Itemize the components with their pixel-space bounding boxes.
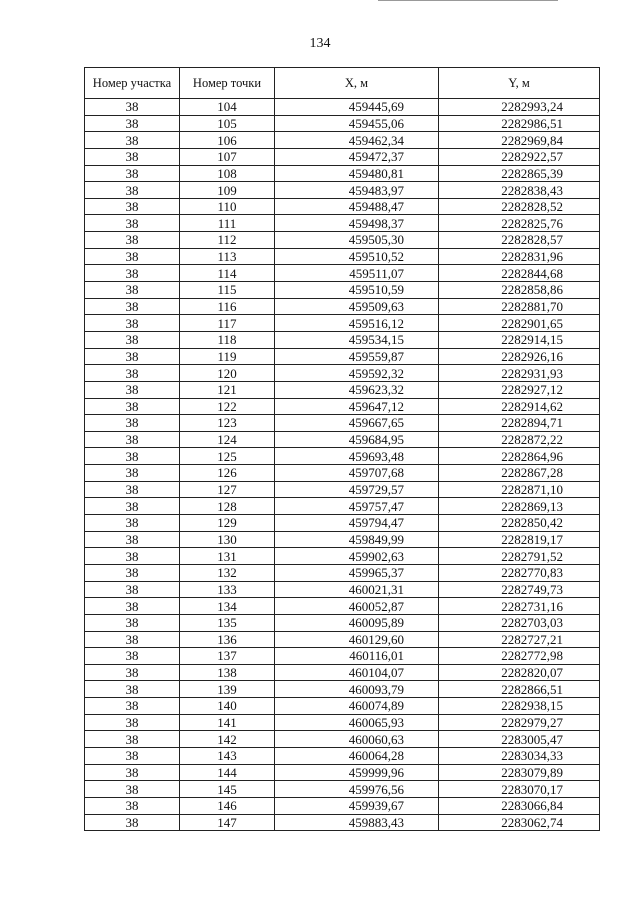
plot-number-cell: 38 bbox=[85, 148, 180, 165]
point-number-cell: 106 bbox=[180, 132, 275, 149]
x-coordinate-cell: 459794,47 bbox=[275, 515, 439, 532]
table-row bbox=[85, 99, 600, 116]
x-coordinate-cell: 459729,57 bbox=[275, 481, 439, 498]
plot-number-cell: 38 bbox=[85, 548, 180, 565]
point-number-cell: 116 bbox=[180, 298, 275, 315]
table-row bbox=[85, 232, 600, 249]
x-coordinate-cell: 460129,60 bbox=[275, 631, 439, 648]
x-coordinate-cell: 459883,43 bbox=[275, 814, 439, 831]
y-coordinate-cell: 2282858,86 bbox=[439, 282, 600, 299]
plot-number-cell: 38 bbox=[85, 448, 180, 465]
table-row bbox=[85, 814, 600, 831]
y-coordinate-cell: 2282938,15 bbox=[439, 698, 600, 715]
table-row bbox=[85, 165, 600, 182]
y-coordinate-cell: 2282820,07 bbox=[439, 664, 600, 681]
table-header-row bbox=[85, 68, 600, 99]
point-number-cell: 131 bbox=[180, 548, 275, 565]
y-coordinate-cell: 2282727,21 bbox=[439, 631, 600, 648]
table-row bbox=[85, 115, 600, 132]
y-coordinate-cell: 2282869,13 bbox=[439, 498, 600, 515]
y-coordinate-cell: 2282969,84 bbox=[439, 132, 600, 149]
y-coordinate-cell: 2282927,12 bbox=[439, 381, 600, 398]
point-number-cell: 132 bbox=[180, 564, 275, 581]
table-row bbox=[85, 714, 600, 731]
table-row bbox=[85, 498, 600, 515]
point-number-cell: 136 bbox=[180, 631, 275, 648]
x-coordinate-cell: 459757,47 bbox=[275, 498, 439, 515]
x-coordinate-cell: 459511,07 bbox=[275, 265, 439, 282]
y-coordinate-cell: 2282850,42 bbox=[439, 515, 600, 532]
x-coordinate-cell: 460052,87 bbox=[275, 598, 439, 615]
table-row bbox=[85, 664, 600, 681]
y-coordinate-cell: 2282772,98 bbox=[439, 648, 600, 665]
y-coordinate-cell: 2282867,28 bbox=[439, 465, 600, 482]
x-coordinate-cell: 459976,56 bbox=[275, 781, 439, 798]
plot-number-cell: 38 bbox=[85, 731, 180, 748]
table-row bbox=[85, 182, 600, 199]
x-coordinate-cell: 460064,28 bbox=[275, 747, 439, 764]
table-row bbox=[85, 631, 600, 648]
plot-number-cell: 38 bbox=[85, 298, 180, 315]
x-coordinate-cell: 459684,95 bbox=[275, 431, 439, 448]
x-coordinate-cell: 459445,69 bbox=[275, 99, 439, 116]
plot-number-cell: 38 bbox=[85, 581, 180, 598]
plot-number-cell: 38 bbox=[85, 215, 180, 232]
point-number-cell: 109 bbox=[180, 182, 275, 199]
y-coordinate-cell: 2283066,84 bbox=[439, 797, 600, 814]
point-number-cell: 114 bbox=[180, 265, 275, 282]
x-coordinate-cell: 459623,32 bbox=[275, 381, 439, 398]
plot-number-cell: 38 bbox=[85, 564, 180, 581]
plot-number-cell: 38 bbox=[85, 631, 180, 648]
plot-number-cell: 38 bbox=[85, 198, 180, 215]
plot-number-cell: 38 bbox=[85, 648, 180, 665]
plot-number-cell: 38 bbox=[85, 598, 180, 615]
plot-number-cell: 38 bbox=[85, 698, 180, 715]
table-row bbox=[85, 598, 600, 615]
y-coordinate-cell: 2282872,22 bbox=[439, 431, 600, 448]
point-number-cell: 123 bbox=[180, 415, 275, 432]
table-row bbox=[85, 331, 600, 348]
plot-number-cell: 38 bbox=[85, 381, 180, 398]
plot-number-cell: 38 bbox=[85, 681, 180, 698]
table-row bbox=[85, 698, 600, 715]
table-row bbox=[85, 614, 600, 631]
table-row bbox=[85, 797, 600, 814]
point-number-cell: 115 bbox=[180, 282, 275, 299]
plot-number-cell: 38 bbox=[85, 714, 180, 731]
table-row bbox=[85, 515, 600, 532]
point-number-cell: 117 bbox=[180, 315, 275, 332]
y-coordinate-cell: 2282922,57 bbox=[439, 148, 600, 165]
table-row bbox=[85, 764, 600, 781]
x-coordinate-cell: 459455,06 bbox=[275, 115, 439, 132]
y-coordinate-cell: 2282931,93 bbox=[439, 365, 600, 382]
y-coordinate-cell: 2283079,89 bbox=[439, 764, 600, 781]
y-coordinate-cell: 2282914,62 bbox=[439, 398, 600, 415]
x-coordinate-cell: 459510,52 bbox=[275, 248, 439, 265]
y-coordinate-cell: 2282791,52 bbox=[439, 548, 600, 565]
y-coordinate-cell: 2282865,39 bbox=[439, 165, 600, 182]
point-number-cell: 121 bbox=[180, 381, 275, 398]
point-number-cell: 110 bbox=[180, 198, 275, 215]
table-row bbox=[85, 248, 600, 265]
x-coordinate-cell: 459505,30 bbox=[275, 232, 439, 249]
y-coordinate-cell: 2282901,65 bbox=[439, 315, 600, 332]
y-coordinate-cell: 2282819,17 bbox=[439, 531, 600, 548]
x-coordinate-cell: 459939,67 bbox=[275, 797, 439, 814]
plot-number-cell: 38 bbox=[85, 232, 180, 249]
x-coordinate-cell: 459516,12 bbox=[275, 315, 439, 332]
point-number-cell: 127 bbox=[180, 481, 275, 498]
table-row bbox=[85, 548, 600, 565]
point-number-cell: 137 bbox=[180, 648, 275, 665]
coordinates-table bbox=[84, 67, 600, 831]
plot-number-cell: 38 bbox=[85, 531, 180, 548]
point-number-cell: 122 bbox=[180, 398, 275, 415]
plot-number-cell: 38 bbox=[85, 747, 180, 764]
plot-number-cell: 38 bbox=[85, 498, 180, 515]
x-coordinate-cell: 459462,34 bbox=[275, 132, 439, 149]
table-row bbox=[85, 581, 600, 598]
y-coordinate-cell: 2282844,68 bbox=[439, 265, 600, 282]
x-coordinate-cell: 460021,31 bbox=[275, 581, 439, 598]
point-number-cell: 108 bbox=[180, 165, 275, 182]
point-number-cell: 141 bbox=[180, 714, 275, 731]
y-coordinate-cell: 2283005,47 bbox=[439, 731, 600, 748]
x-coordinate-cell: 459999,96 bbox=[275, 764, 439, 781]
y-coordinate-cell: 2282828,52 bbox=[439, 198, 600, 215]
x-coordinate-cell: 459902,63 bbox=[275, 548, 439, 565]
table-row bbox=[85, 265, 600, 282]
y-coordinate-cell: 2282881,70 bbox=[439, 298, 600, 315]
page-number: 134 bbox=[309, 36, 331, 51]
point-number-cell: 135 bbox=[180, 614, 275, 631]
x-coordinate-cell: 459559,87 bbox=[275, 348, 439, 365]
y-coordinate-cell: 2283062,74 bbox=[439, 814, 600, 831]
plot-number-cell: 38 bbox=[85, 481, 180, 498]
plot-number-cell: 38 bbox=[85, 182, 180, 199]
plot-number-cell: 38 bbox=[85, 115, 180, 132]
x-coordinate-cell: 459965,37 bbox=[275, 564, 439, 581]
x-coordinate-cell: 459510,59 bbox=[275, 282, 439, 299]
x-coordinate-cell: 460060,63 bbox=[275, 731, 439, 748]
point-number-cell: 138 bbox=[180, 664, 275, 681]
y-coordinate-cell: 2283070,17 bbox=[439, 781, 600, 798]
x-coordinate-cell: 459693,48 bbox=[275, 448, 439, 465]
point-number-cell: 120 bbox=[180, 365, 275, 382]
plot-number-cell: 38 bbox=[85, 431, 180, 448]
x-coordinate-cell: 459849,99 bbox=[275, 531, 439, 548]
table-row bbox=[85, 747, 600, 764]
plot-number-cell: 38 bbox=[85, 398, 180, 415]
scan-edge-line bbox=[378, 0, 558, 1]
header-y-coordinate: Y, м bbox=[439, 68, 600, 99]
table-row bbox=[85, 781, 600, 798]
x-coordinate-cell: 459488,47 bbox=[275, 198, 439, 215]
plot-number-cell: 38 bbox=[85, 465, 180, 482]
point-number-cell: 104 bbox=[180, 99, 275, 116]
table-row bbox=[85, 282, 600, 299]
plot-number-cell: 38 bbox=[85, 365, 180, 382]
x-coordinate-cell: 460116,01 bbox=[275, 648, 439, 665]
x-coordinate-cell: 459707,68 bbox=[275, 465, 439, 482]
point-number-cell: 139 bbox=[180, 681, 275, 698]
y-coordinate-cell: 2282825,76 bbox=[439, 215, 600, 232]
y-coordinate-cell: 2282986,51 bbox=[439, 115, 600, 132]
point-number-cell: 134 bbox=[180, 598, 275, 615]
x-coordinate-cell: 459667,65 bbox=[275, 415, 439, 432]
x-coordinate-cell: 460065,93 bbox=[275, 714, 439, 731]
y-coordinate-cell: 2282979,27 bbox=[439, 714, 600, 731]
y-coordinate-cell: 2282926,16 bbox=[439, 348, 600, 365]
x-coordinate-cell: 459647,12 bbox=[275, 398, 439, 415]
point-number-cell: 107 bbox=[180, 148, 275, 165]
table-row bbox=[85, 365, 600, 382]
table-row bbox=[85, 398, 600, 415]
table-row bbox=[85, 531, 600, 548]
point-number-cell: 146 bbox=[180, 797, 275, 814]
y-coordinate-cell: 2282871,10 bbox=[439, 481, 600, 498]
table-row bbox=[85, 431, 600, 448]
x-coordinate-cell: 459534,15 bbox=[275, 331, 439, 348]
y-coordinate-cell: 2282914,15 bbox=[439, 331, 600, 348]
table-body bbox=[85, 99, 600, 831]
plot-number-cell: 38 bbox=[85, 781, 180, 798]
point-number-cell: 145 bbox=[180, 781, 275, 798]
point-number-cell: 143 bbox=[180, 747, 275, 764]
x-coordinate-cell: 460095,89 bbox=[275, 614, 439, 631]
plot-number-cell: 38 bbox=[85, 99, 180, 116]
y-coordinate-cell: 2282731,16 bbox=[439, 598, 600, 615]
point-number-cell: 130 bbox=[180, 531, 275, 548]
table-row bbox=[85, 681, 600, 698]
header-x-coordinate: X, м bbox=[275, 68, 439, 99]
table-row bbox=[85, 381, 600, 398]
plot-number-cell: 38 bbox=[85, 814, 180, 831]
point-number-cell: 129 bbox=[180, 515, 275, 532]
y-coordinate-cell: 2282864,96 bbox=[439, 448, 600, 465]
y-coordinate-cell: 2282828,57 bbox=[439, 232, 600, 249]
plot-number-cell: 38 bbox=[85, 165, 180, 182]
point-number-cell: 142 bbox=[180, 731, 275, 748]
table-row bbox=[85, 415, 600, 432]
plot-number-cell: 38 bbox=[85, 348, 180, 365]
point-number-cell: 111 bbox=[180, 215, 275, 232]
x-coordinate-cell: 459472,37 bbox=[275, 148, 439, 165]
header-point-number: Номер точки bbox=[180, 68, 275, 99]
table-row bbox=[85, 564, 600, 581]
plot-number-cell: 38 bbox=[85, 614, 180, 631]
table-row bbox=[85, 348, 600, 365]
table-row bbox=[85, 132, 600, 149]
point-number-cell: 124 bbox=[180, 431, 275, 448]
table-row bbox=[85, 731, 600, 748]
x-coordinate-cell: 460074,89 bbox=[275, 698, 439, 715]
table-row bbox=[85, 465, 600, 482]
y-coordinate-cell: 2282770,83 bbox=[439, 564, 600, 581]
point-number-cell: 133 bbox=[180, 581, 275, 598]
table-row bbox=[85, 648, 600, 665]
header-plot-number: Номер участка bbox=[85, 68, 180, 99]
plot-number-cell: 38 bbox=[85, 764, 180, 781]
table-row bbox=[85, 148, 600, 165]
x-coordinate-cell: 460093,79 bbox=[275, 681, 439, 698]
point-number-cell: 112 bbox=[180, 232, 275, 249]
table-row bbox=[85, 315, 600, 332]
table-row bbox=[85, 198, 600, 215]
y-coordinate-cell: 2282993,24 bbox=[439, 99, 600, 116]
point-number-cell: 113 bbox=[180, 248, 275, 265]
plot-number-cell: 38 bbox=[85, 282, 180, 299]
x-coordinate-cell: 459498,37 bbox=[275, 215, 439, 232]
table-row bbox=[85, 481, 600, 498]
x-coordinate-cell: 460104,07 bbox=[275, 664, 439, 681]
table-row bbox=[85, 448, 600, 465]
x-coordinate-cell: 459483,97 bbox=[275, 182, 439, 199]
y-coordinate-cell: 2282838,43 bbox=[439, 182, 600, 199]
point-number-cell: 147 bbox=[180, 814, 275, 831]
point-number-cell: 105 bbox=[180, 115, 275, 132]
plot-number-cell: 38 bbox=[85, 797, 180, 814]
plot-number-cell: 38 bbox=[85, 664, 180, 681]
plot-number-cell: 38 bbox=[85, 515, 180, 532]
point-number-cell: 128 bbox=[180, 498, 275, 515]
table-row bbox=[85, 215, 600, 232]
x-coordinate-cell: 459480,81 bbox=[275, 165, 439, 182]
x-coordinate-cell: 459592,32 bbox=[275, 365, 439, 382]
y-coordinate-cell: 2283034,33 bbox=[439, 747, 600, 764]
y-coordinate-cell: 2282866,51 bbox=[439, 681, 600, 698]
y-coordinate-cell: 2282749,73 bbox=[439, 581, 600, 598]
y-coordinate-cell: 2282894,71 bbox=[439, 415, 600, 432]
plot-number-cell: 38 bbox=[85, 331, 180, 348]
plot-number-cell: 38 bbox=[85, 248, 180, 265]
plot-number-cell: 38 bbox=[85, 265, 180, 282]
point-number-cell: 126 bbox=[180, 465, 275, 482]
y-coordinate-cell: 2282831,96 bbox=[439, 248, 600, 265]
plot-number-cell: 38 bbox=[85, 415, 180, 432]
plot-number-cell: 38 bbox=[85, 315, 180, 332]
plot-number-cell: 38 bbox=[85, 132, 180, 149]
y-coordinate-cell: 2282703,03 bbox=[439, 614, 600, 631]
x-coordinate-cell: 459509,63 bbox=[275, 298, 439, 315]
point-number-cell: 125 bbox=[180, 448, 275, 465]
point-number-cell: 144 bbox=[180, 764, 275, 781]
table-row bbox=[85, 298, 600, 315]
point-number-cell: 118 bbox=[180, 331, 275, 348]
point-number-cell: 140 bbox=[180, 698, 275, 715]
point-number-cell: 119 bbox=[180, 348, 275, 365]
